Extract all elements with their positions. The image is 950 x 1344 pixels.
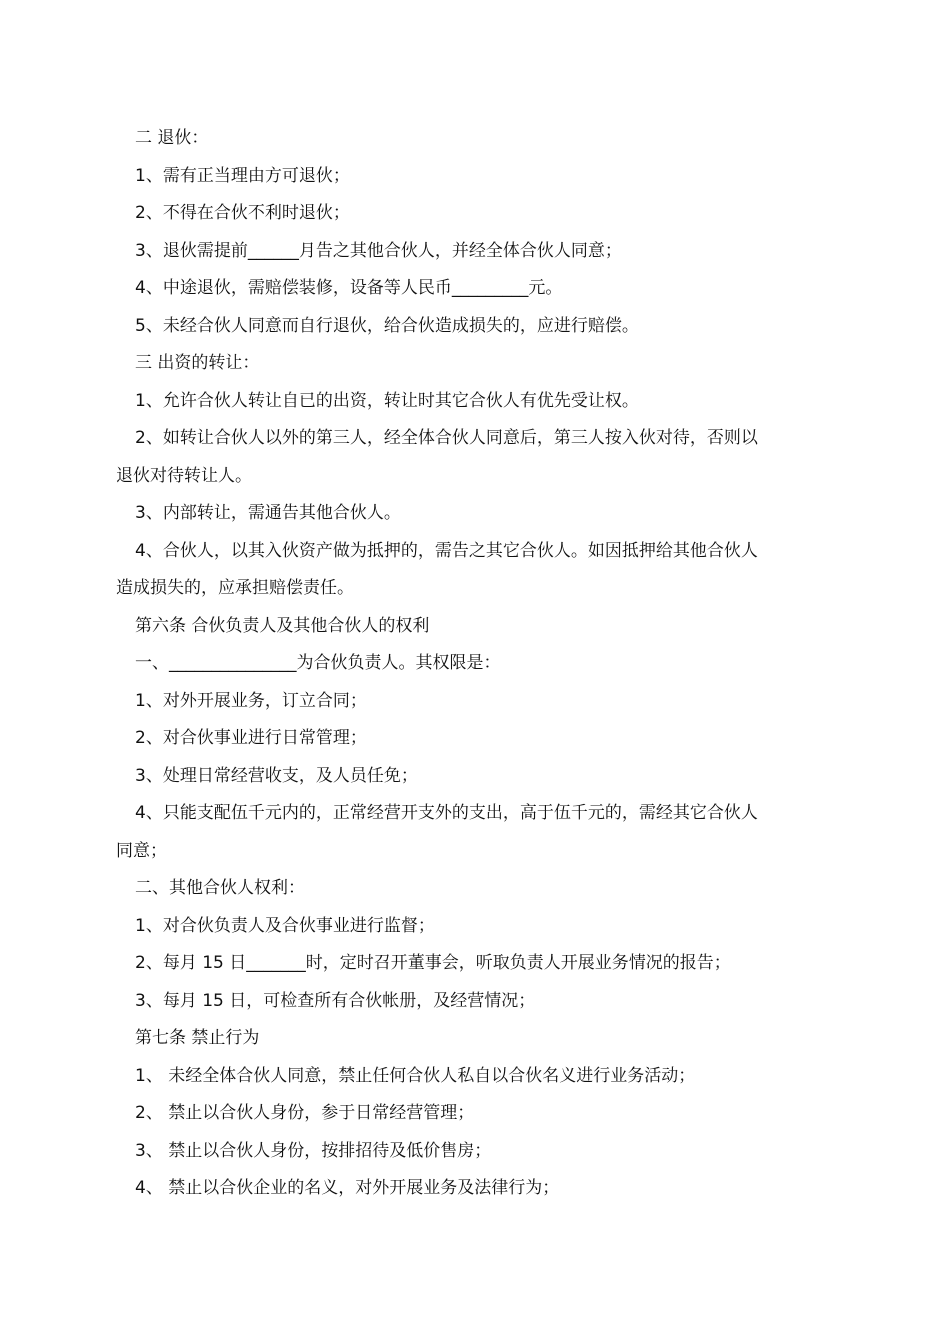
- text-line: 1、需有正当理由方可退伙；: [135, 165, 350, 186]
- text-line: 1、对合伙负责人及合伙事业进行监督；: [135, 915, 435, 936]
- text-line: 造成损失的，应承担赔偿责任。: [116, 578, 354, 598]
- text-line: 退伙对待转让人。: [116, 465, 252, 486]
- text-line: 二 退伙：: [135, 128, 209, 148]
- text-line: 4、合伙人，以其入伙资产做为抵押的，需告之其它合伙人。如因抵押给其他合伙人: [135, 540, 758, 561]
- text-line: 1、允许合伙人转让自已的出资，转让时其它合伙人有优先受让权。: [135, 390, 639, 411]
- text-line: 3、退伙需提前______月告之其他合伙人，并经全体合伙人同意；: [135, 240, 622, 261]
- text-line: 2、不得在合伙不利时退伙；: [135, 203, 350, 223]
- text-line: 2、对合伙事业进行日常管理；: [135, 728, 367, 748]
- text-line: 4、中途退伙，需赔偿装修，设备等人民币_________元。: [135, 278, 563, 298]
- text-line: 4、 禁止以合伙企业的名义，对外开展业务及法律行为；: [135, 1178, 560, 1198]
- text-line: 1、对外开展业务，订立合同；: [135, 690, 367, 711]
- text-line: 一、_______________为合伙负责人。其权限是：: [135, 653, 501, 673]
- document-body: [116, 120, 836, 1208]
- text-line: 3、每月 15 日，可检查所有合伙帐册，及经营情况；: [135, 990, 536, 1011]
- text-line: 5、未经合伙人同意而自行退伙，给合伙造成损失的，应进行赔偿。: [135, 315, 639, 336]
- text-line: 二、其他合伙人权利：: [135, 878, 305, 898]
- text-line: 3、内部转让，需通告其他合伙人。: [135, 503, 401, 523]
- text-line: 三 出资的转让：: [135, 353, 260, 373]
- text-line: 第七条 禁止行为: [135, 1028, 260, 1048]
- text-line: 3、处理日常经营收支，及人员任免；: [135, 765, 418, 786]
- text-line: 3、 禁止以合伙人身份，按排招待及低价售房；: [135, 1140, 492, 1161]
- text-line: 2、每月 15 日_______时，定时召开董事会，听取负责人开展业务情况的报告；: [135, 953, 731, 973]
- text-line: 2、如转让合伙人以外的第三人，经全体合伙人同意后，第三人按入伙对待，否则以: [135, 428, 758, 448]
- text-line: 2、 禁止以合伙人身份，参于日常经营管理；: [135, 1103, 475, 1123]
- text-line: 1、 未经全体合伙人同意，禁止任何合伙人私自以合伙名义进行业务活动；: [135, 1065, 696, 1086]
- text-line: 同意；: [116, 840, 167, 861]
- text-line: 第六条 合伙负责人及其他合伙人的权利: [135, 615, 430, 636]
- text-line: 4、只能支配伍千元内的，正常经营开支外的支出，高于伍千元的，需经其它合伙人: [135, 803, 758, 823]
